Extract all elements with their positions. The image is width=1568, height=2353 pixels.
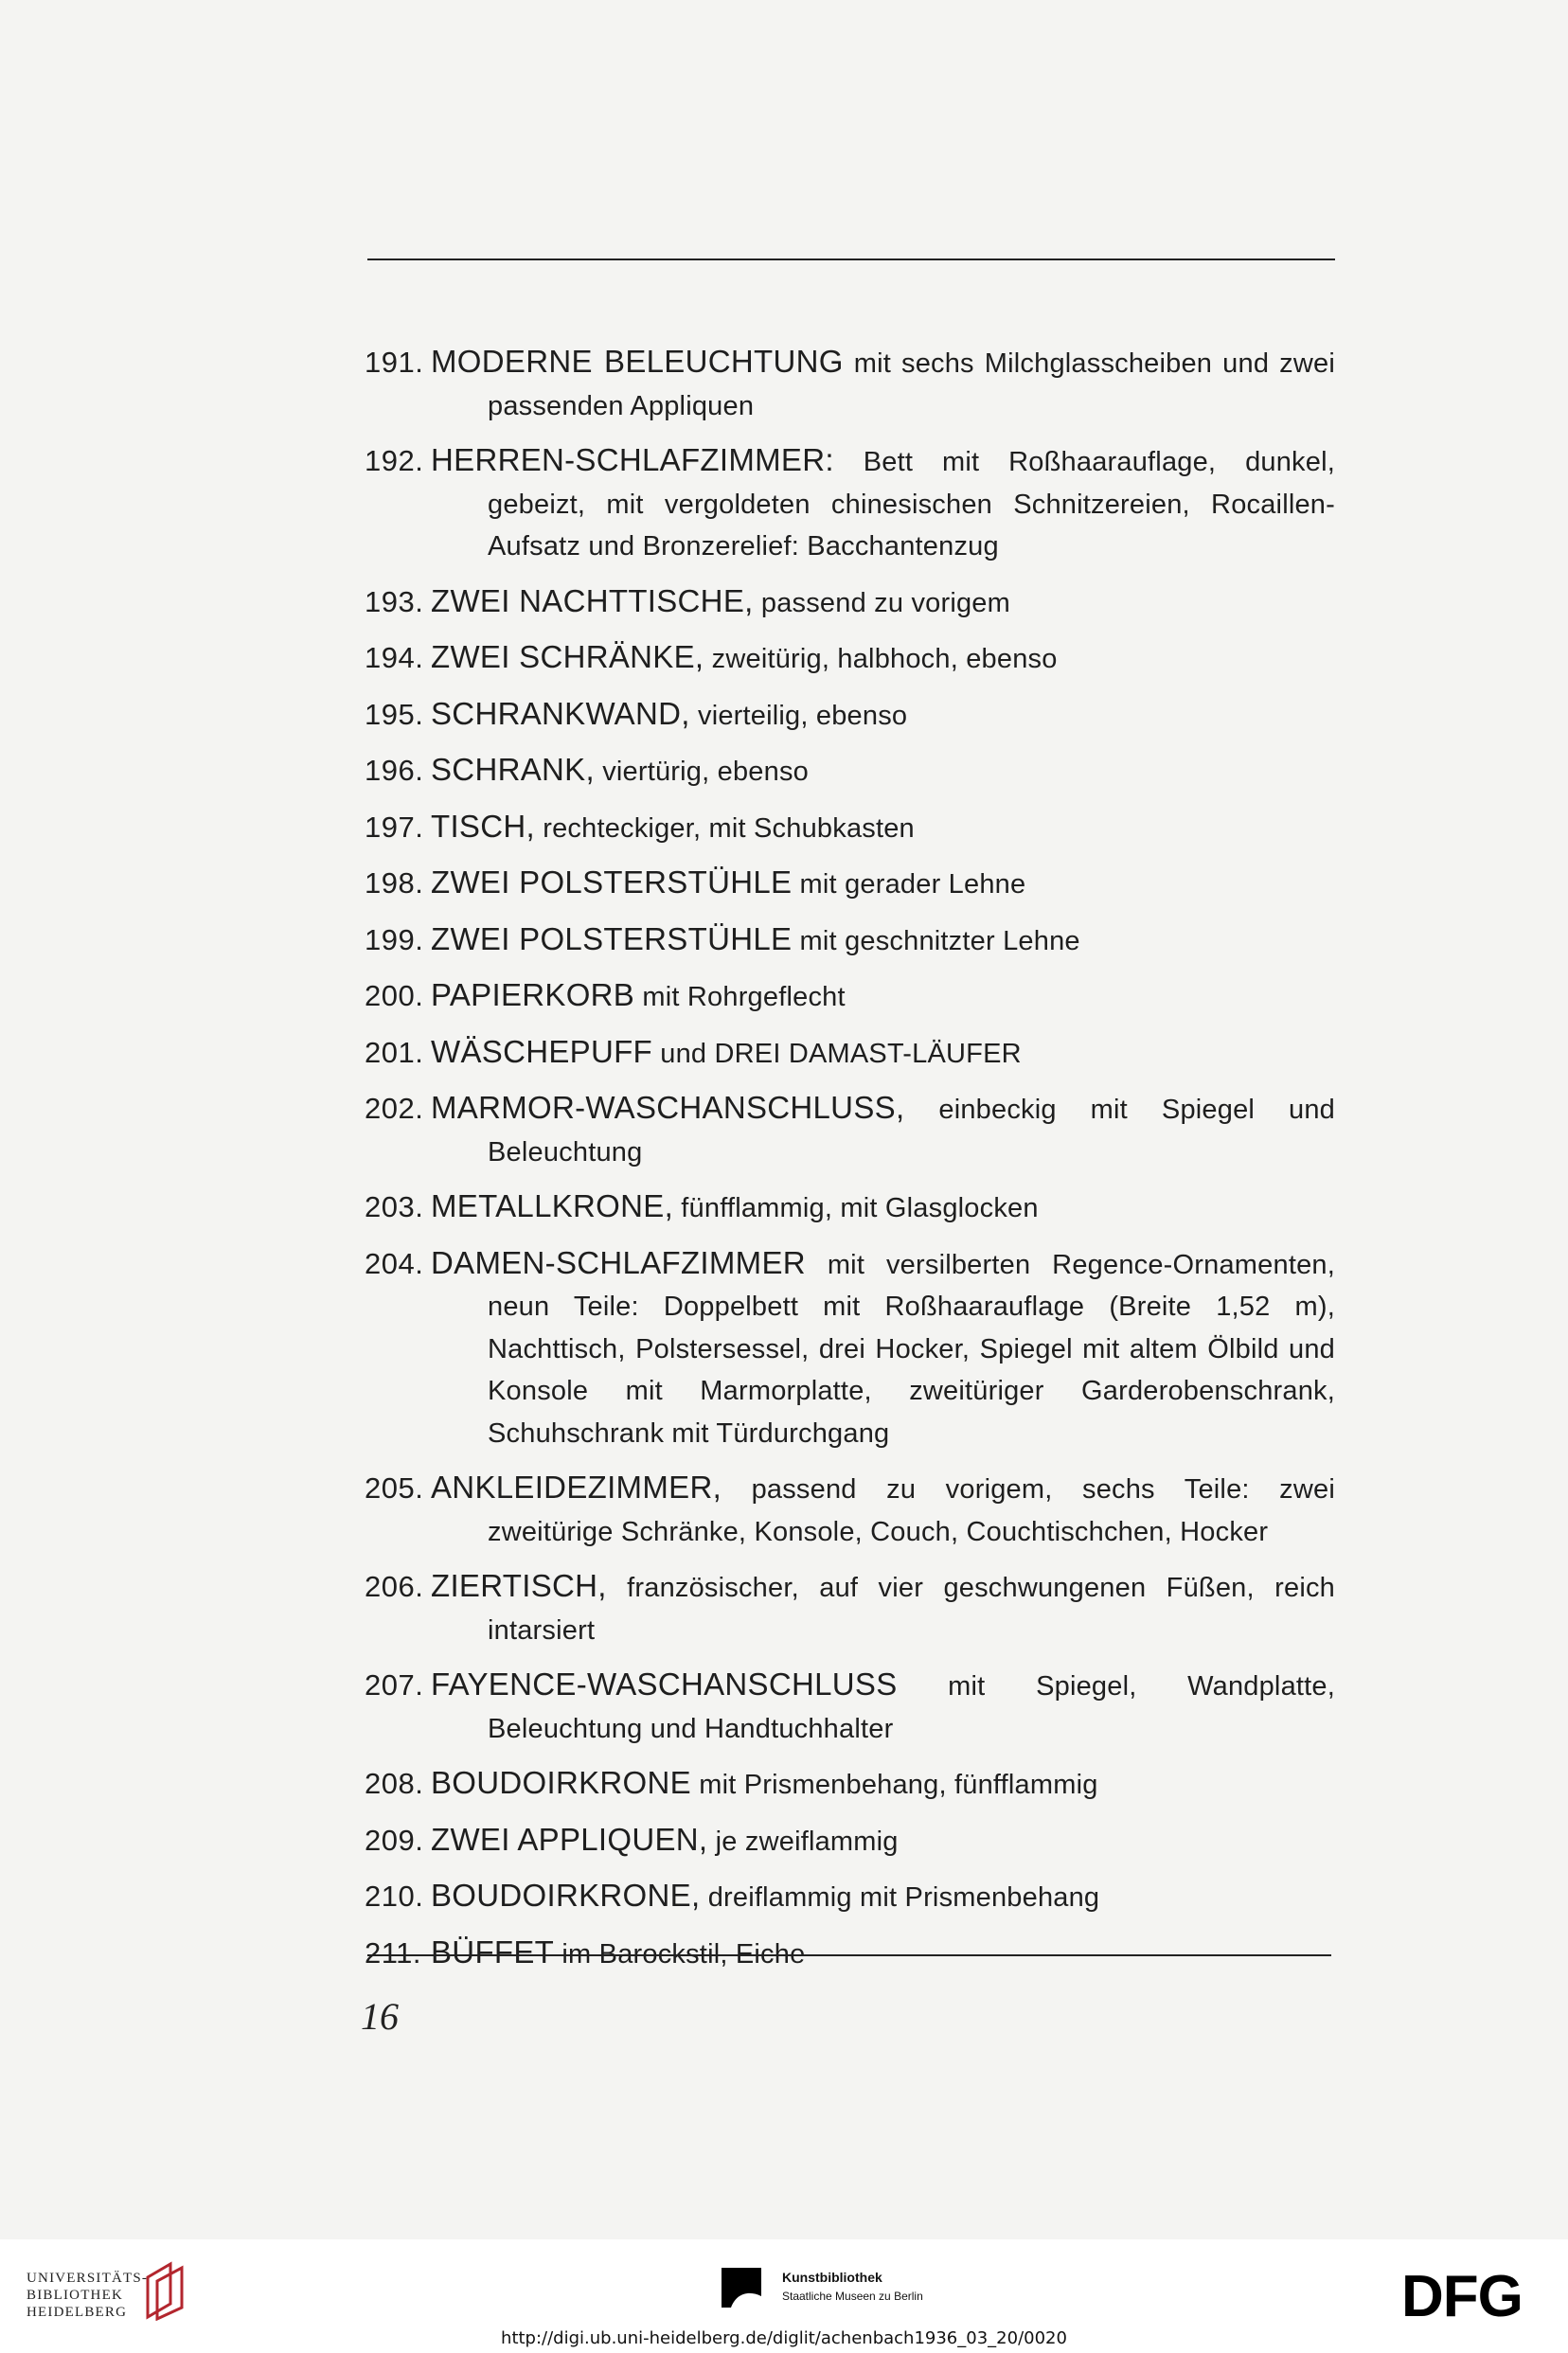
top-rule (367, 258, 1335, 260)
entry-description: viertürig, ebenso (594, 757, 809, 787)
entry-description: je zweiflammig (707, 1826, 899, 1857)
entry-description: passend zu vorigem, sechs Teile: zwei zweitürige Schränke, Konsole, Couch, Couchtischchen, Hocker (488, 1474, 1335, 1547)
entry-description: mit Spiegel, Wandplatte, Beleuchtung und Handtuchhalter (488, 1671, 1335, 1744)
catalog-entry (365, 1565, 1335, 1651)
entry-number: 206. (365, 1570, 424, 1603)
catalog-entry (365, 1664, 1335, 1750)
entry-description: rechteckiger, mit Schubkasten (534, 812, 915, 844)
entry-number: 210. (365, 1880, 424, 1913)
entry-description: im Barockstil, Eiche (554, 1938, 806, 1970)
catalog-entry (365, 693, 1335, 738)
permalink-url[interactable]: http://digi.ub.uni-heidelberg.de/diglit/achenbach1936_03_20/0020 (501, 2328, 1067, 2348)
entry-title: ZWEI NACHTTISCHE, (431, 582, 754, 618)
entry-title: WÄSCHEPUFF (431, 1033, 652, 1069)
entry-title: FAYENCE-WASCHANSCHLUSS (431, 1667, 898, 1702)
catalog-entry (365, 862, 1335, 906)
university-line-1: UNIVERSITÄTS- (27, 2271, 149, 2286)
dfg-logo[interactable]: DFG (1401, 2264, 1523, 2329)
entry-number: 193. (365, 584, 424, 618)
entry-title: ZWEI APPLIQUEN, (431, 1821, 708, 1857)
entry-number: 199. (365, 922, 424, 956)
catalog-entry (365, 806, 1335, 850)
entry-number: 198. (365, 866, 424, 900)
entry-number: 203. (365, 1190, 424, 1223)
entry-description: mit versilberten Regence-Ornamenten, neun Teile: Doppelbett mit Roßhaarauflage (Breite 1,52 m), Nachttisch, Polstersessel, drei Hocker, Spiegel mit altem Ölbild und Konsole mit Marmorplatte, zweitüriger Garderobenschrank, Schuhschrank mit Türdurchgang (488, 1249, 1335, 1449)
entry-description: mit Rohrgeflecht (634, 982, 846, 1012)
entry-number: 191. (365, 346, 424, 379)
entry-number: 197. (365, 810, 424, 844)
entry-title: ZWEI POLSTERSTÜHLE (431, 920, 793, 956)
entry-title: DAMEN-SCHLAFZIMMER (431, 1244, 806, 1280)
page-number: 16 (361, 1995, 399, 2038)
catalog-entry (365, 1031, 1335, 1076)
entry-title: BOUDOIRKRONE, (431, 1878, 701, 1913)
catalog-entry (365, 341, 1335, 427)
entry-title: SCHRANK, (431, 752, 595, 787)
entry-number: 204. (365, 1246, 424, 1280)
kunstbibliothek-text (782, 2268, 923, 2306)
entry-title: ZWEI SCHRÄNKE, (431, 639, 704, 674)
catalog-entry (365, 749, 1335, 793)
entry-number: 208. (365, 1767, 424, 1800)
entry-title: MARMOR-WASCHANSCHLUSS, (431, 1090, 905, 1125)
entry-description: dreiflammig mit Prismenbehang (700, 1882, 1100, 1913)
entry-description: passend zu vorigem (753, 587, 1010, 618)
entry-description: und DREI DAMAST-LÄUFER (652, 1038, 1022, 1069)
entry-number: 195. (365, 697, 424, 731)
entry-description: vierteilig, ebenso (689, 700, 908, 731)
entry-number: 202. (365, 1092, 424, 1125)
entry-number: 194. (365, 641, 424, 674)
entry-title: METALLKRONE, (431, 1188, 674, 1223)
entry-description: mit sechs Milchglasscheiben und zwei passenden Appliquen (488, 348, 1335, 421)
entry-number: 192. (365, 444, 424, 477)
entry-number: 207. (365, 1668, 424, 1702)
entry-title: BÜFFET (431, 1934, 555, 1970)
catalog-entry (365, 1242, 1335, 1455)
entry-title: ZIERTISCH, (431, 1568, 607, 1603)
entry-number: 201. (365, 1035, 424, 1069)
kunstbibliothek-subtitle: Staatliche Museen zu Berlin (782, 2290, 923, 2303)
entry-title: MODERNE BELEUCHTUNG (431, 344, 844, 379)
entry-number: 200. (365, 979, 424, 1012)
catalog-entry (365, 1875, 1335, 1919)
catalog-entry-list (365, 341, 1335, 1988)
catalog-entry (365, 918, 1335, 963)
footer-bar (0, 2239, 1568, 2353)
catalog-entry (365, 439, 1335, 568)
catalog-entry (365, 1087, 1335, 1173)
catalog-entry (365, 636, 1335, 681)
university-library-logo[interactable] (27, 2270, 148, 2321)
entry-description: mit geschnitzter Lehne (792, 925, 1080, 956)
catalog-entry (365, 1185, 1335, 1230)
catalog-entry (365, 1932, 1335, 1976)
entry-title: TISCH, (431, 808, 535, 844)
catalog-entry (365, 1467, 1335, 1553)
entry-number: 211. (365, 1935, 422, 1970)
entry-description: mit gerader Lehne (792, 869, 1026, 900)
university-line-2: BIBLIOTHEK (27, 2288, 123, 2303)
entry-number: 196. (365, 754, 424, 787)
entry-description: einbeckig mit Spiegel und Beleuchtung (488, 1095, 1335, 1168)
catalog-entry (365, 974, 1335, 1019)
entry-description: Bett mit Roßhaarauflage, dunkel, gebeizt, mit vergoldeten chinesischen Schnitzereien, Rocaillen-Aufsatz und Bronzerelief: Bacchantenzug (488, 447, 1335, 562)
entry-title: BOUDOIRKRONE (431, 1765, 691, 1800)
catalog-entry (365, 580, 1335, 625)
entry-title: PAPIERKORB (431, 977, 635, 1012)
entry-number: 205. (365, 1471, 424, 1505)
entry-description: fünfflammig, mit Glasglocken (673, 1193, 1039, 1223)
entry-description: zweitürig, halbhoch, ebenso (704, 644, 1058, 674)
bottom-rule (367, 1954, 1331, 1956)
entry-title: ANKLEIDEZIMMER, (431, 1470, 722, 1505)
entry-description: mit Prismenbehang, fünfflammig (690, 1770, 1098, 1800)
entry-title: ZWEI POLSTERSTÜHLE (431, 865, 793, 900)
entry-number: 209. (365, 1823, 424, 1857)
kunstbibliothek-name: Kunstbibliothek (782, 2270, 882, 2285)
entry-title: HERREN-SCHLAFZIMMER: (431, 442, 834, 477)
entry-description: französischer, auf vier geschwungenen Füßen, reich intarsiert (488, 1573, 1335, 1646)
university-line-3: HEIDELBERG (27, 2305, 128, 2320)
entry-title: SCHRANKWAND, (431, 695, 690, 731)
kunstbibliothek-logo-icon[interactable] (722, 2268, 761, 2308)
catalog-entry (365, 1762, 1335, 1807)
catalog-entry (365, 1819, 1335, 1863)
university-emblem-icon (142, 2260, 189, 2321)
